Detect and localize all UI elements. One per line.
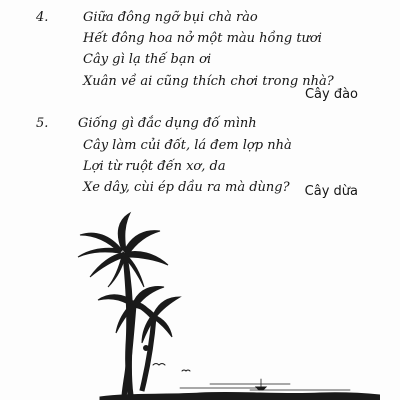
riddle-line-4: Xe dây, cùi ép dầu ra mà dùng? (83, 180, 290, 195)
riddle-line-1: Giữa đông ngỡ bụi chà rào (83, 10, 258, 25)
riddle-answer: Cây dừa (304, 184, 358, 199)
coconut-icon (144, 346, 149, 351)
riddle-line-2: Hết đông hoa nở một màu hồng tươi (83, 31, 322, 46)
riddle-number: 4. (36, 10, 49, 25)
bird-icon (153, 364, 165, 366)
riddle-line-3: Lợi từ ruột đến xơ, da (83, 159, 226, 174)
riddle-number: 5. (36, 116, 49, 131)
shoreline (100, 392, 380, 400)
riddle-line-2: Cây làm củi đốt, lá đem lợp nhà (83, 138, 292, 153)
riddle-answer: Cây đào (304, 87, 358, 102)
riddle-line-3: Cây gì lạ thế bạn ơi (83, 52, 212, 67)
bird-icon (182, 370, 190, 371)
riddle-line-1: Giống gì đắc dụng đố mình (78, 116, 257, 131)
boat-icon (256, 387, 266, 390)
riddle-line-4: Xuân về ai cũng thích chơi trong nhà? (83, 74, 334, 89)
palm-tree-illustration (60, 205, 380, 400)
tall-palm-crown (78, 213, 168, 287)
